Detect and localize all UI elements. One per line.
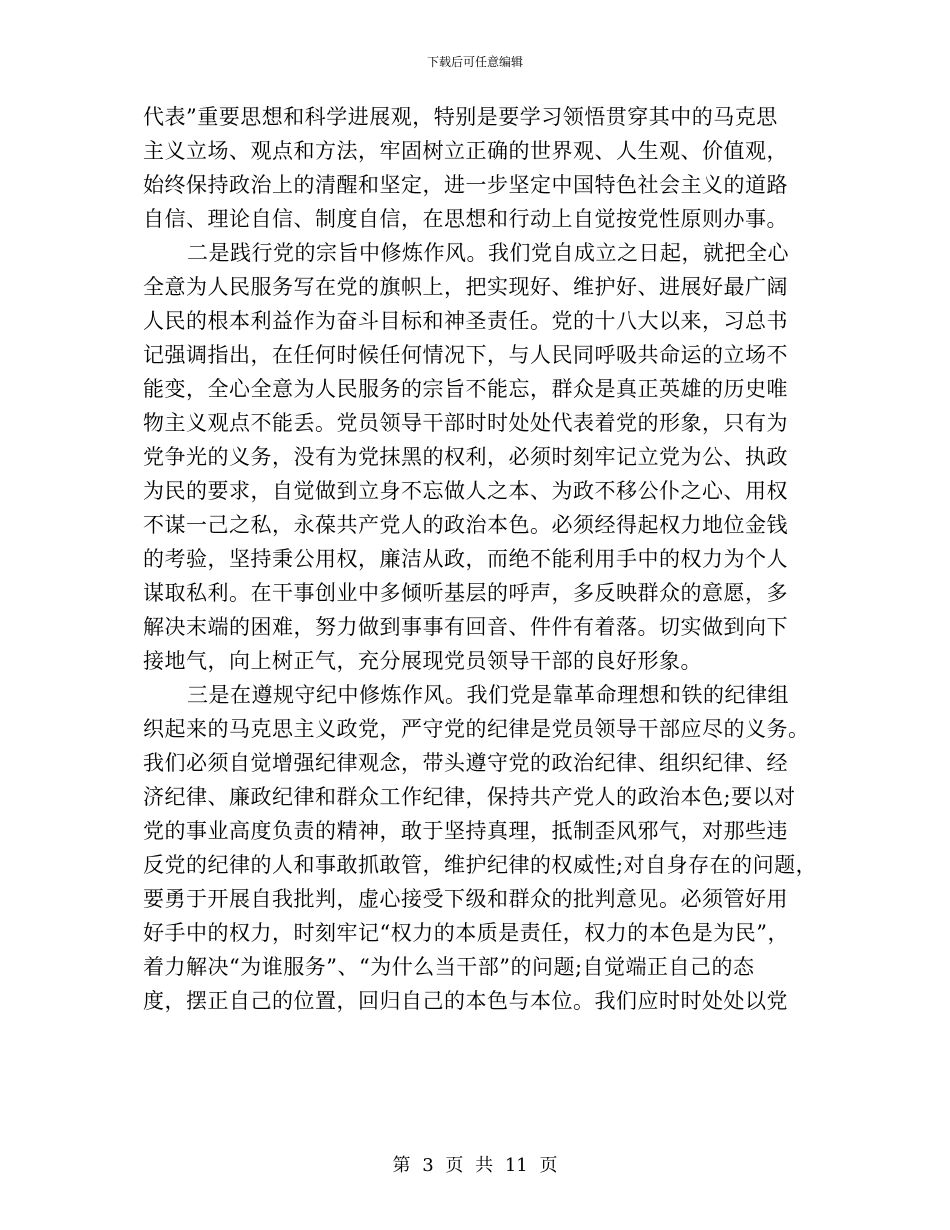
text-line: 为民的要求，自觉做到立身不忘做人之本、为政不移公仆之心、用权 [143, 479, 788, 503]
text-line: 济纪律、廉政纪律和群众工作纪律，保持共产党人的政治本色;要以对 [143, 785, 796, 809]
document-body [143, 100, 843, 1018]
text-line: 的考验，坚持秉公用权，廉洁从政，而绝不能利用手中的权力为个人 [143, 547, 788, 571]
text-line: 记强调指出，在任何时候任何情况下，与人民同呼吸共命运的立场不 [143, 343, 788, 367]
page-header: 下载后可任意编辑 [426, 55, 523, 69]
text-line: 解决末端的困难，努力做到事事有回音、件件有着落。切实做到向下 [143, 615, 788, 639]
text-line: 人民的根本利益作为奋斗目标和神圣责任。党的十八大以来，习总书 [143, 309, 788, 333]
text-line: 织起来的马克思主义政党，严守党的纪律是党员领导干部应尽的义务。 [143, 717, 810, 741]
text-line: 全意为人民服务写在党的旗帜上，把实现好、维护好、进展好最广阔 [143, 275, 788, 299]
text-line: 不谋一己之私，永葆共产党人的政治本色。必须经得起权力地位金钱 [143, 513, 788, 537]
text-line: 主义立场、观点和方法，牢固树立正确的世界观、人生观、价值观， [143, 139, 788, 163]
text-line: 着力解决“为谁服务”、“为什么当干部”的问题;自觉端正自己的态 [143, 955, 755, 979]
text-line: 物主义观点不能丢。党员领导干部时时处处代表着党的形象，只有为 [143, 411, 788, 435]
text-line: 度，摆正自己的位置，回归自己的本色与本位。我们应时时处处以党 [143, 989, 788, 1013]
text-line: 自信、理论自信、制度自信，在思想和行动上自觉按党性原则办事。 [143, 207, 788, 231]
text-line: 党争光的义务，没有为党抹黑的权利，必须时刻牢记立党为公、执政 [143, 445, 788, 469]
text-line: 党的事业高度负责的精神，敢于坚持真理，抵制歪风邪气，对那些违 [143, 819, 788, 843]
paragraph-first-line: 二是践行党的宗旨中修炼作风。我们党自成立之日起，就把全心 [187, 241, 789, 265]
text-line: 谋取私利。在干事创业中多倾听基层的呼声，多反映群众的意愿，多 [143, 581, 788, 605]
text-line: 要勇于开展自我批判，虚心接受下级和群众的批判意见。必须管好用 [143, 887, 788, 911]
text-line: 代表”重要思想和科学进展观，特别是要学习领悟贯穿其中的马克思 [143, 105, 778, 129]
text-line: 我们必须自觉增强纪律观念，带头遵守党的政治纪律、组织纪律、经 [143, 751, 788, 775]
text-line: 能变，全心全意为人民服务的宗旨不能忘，群众是真正英雄的历史唯 [143, 377, 788, 401]
text-line: 接地气，向上树正气，充分展现党员领导干部的良好形象。 [143, 649, 702, 673]
page-number-footer: 第 3 页 共 11 页 [392, 1155, 558, 1176]
text-line: 始终保持政治上的清醒和坚定，进一步坚定中国特色社会主义的道路 [143, 173, 788, 197]
text-line: 反党的纪律的人和事敢抓敢管，维护纪律的权威性;对自身存在的问题， [143, 853, 818, 877]
text-line: 好手中的权力，时刻牢记“权力的本质是责任，权力的本色是为民”， [143, 921, 789, 945]
paragraph-first-line: 三是在遵规守纪中修炼作风。我们党是靠革命理想和铁的纪律组 [187, 683, 789, 707]
